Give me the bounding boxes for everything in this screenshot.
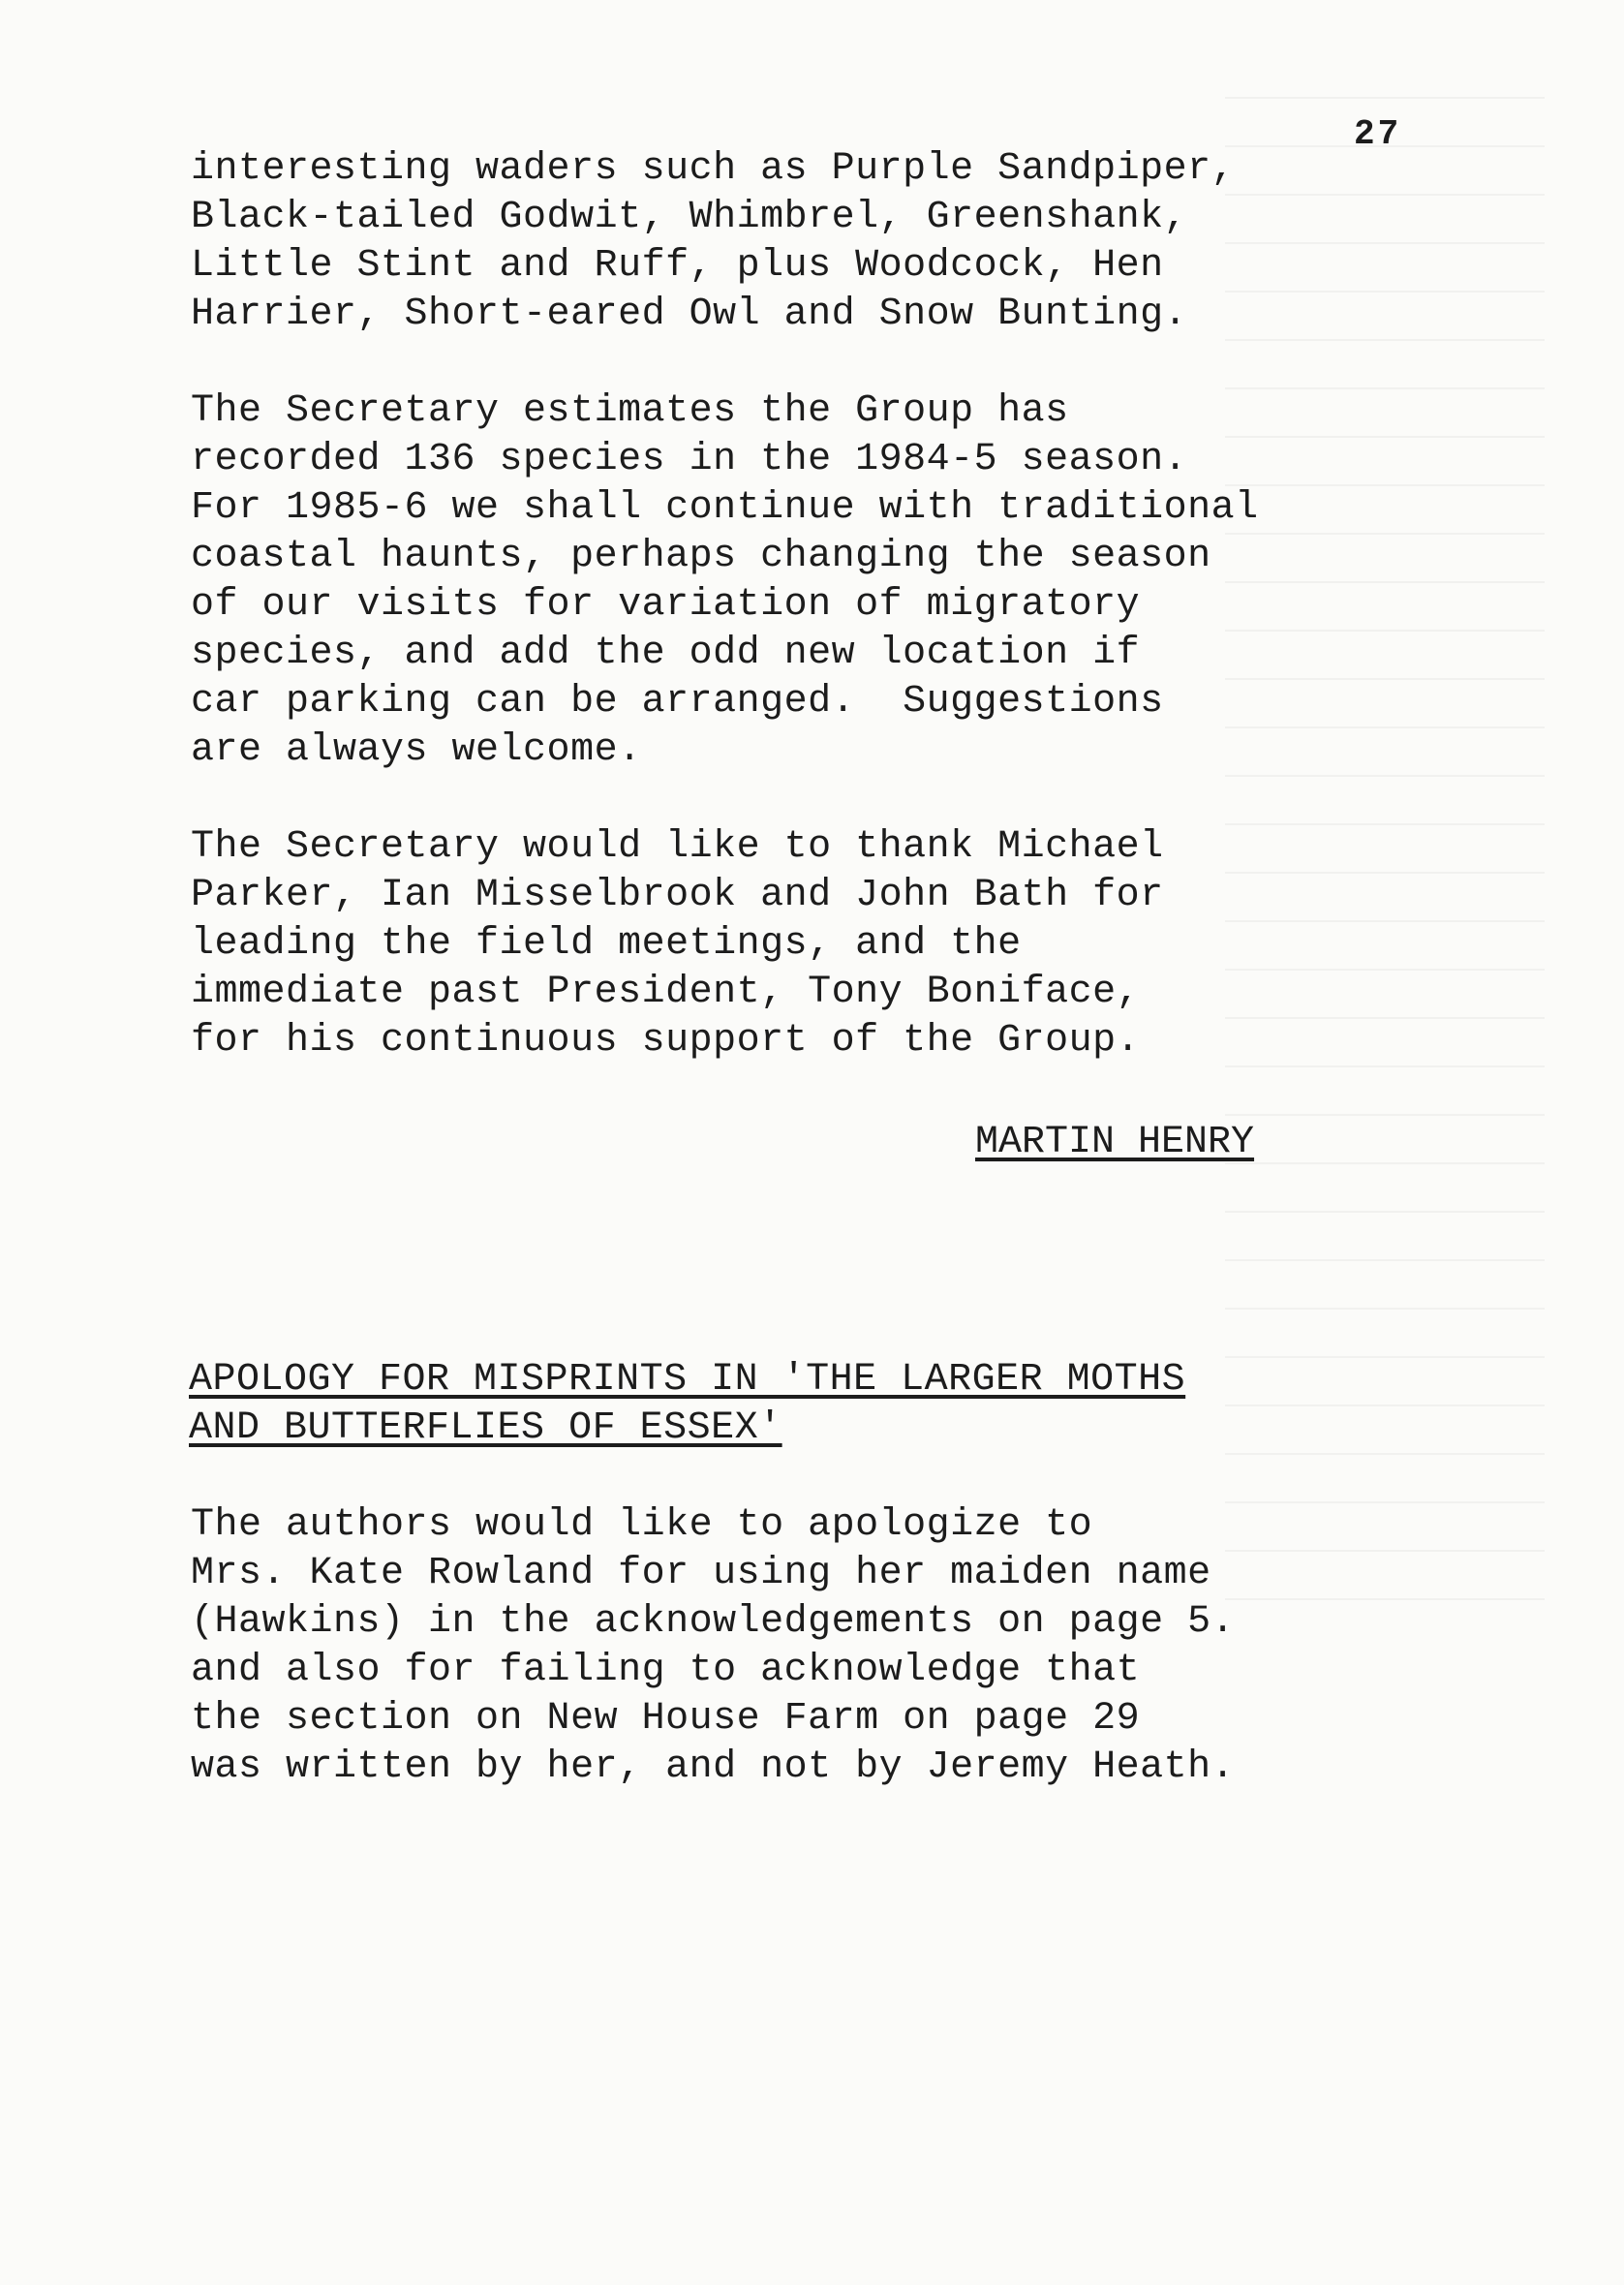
text-line: and also for failing to acknowledge that — [191, 1649, 1141, 1692]
heading-line: AND BUTTERFLIES OF ESSEX' — [189, 1406, 782, 1450]
heading-line: APOLOGY FOR MISPRINTS IN 'THE LARGER MOTHS — [189, 1358, 1186, 1402]
section-heading — [189, 1356, 1545, 1453]
text-line: Mrs. Kate Rowland for using her maiden name — [191, 1552, 1211, 1595]
text-line: The Secretary would like to thank Michael — [191, 825, 1164, 869]
text-line: the section on New House Farm on page 29 — [191, 1697, 1141, 1741]
text-line: Parker, Ian Misselbrook and John Bath for — [191, 874, 1164, 917]
text-line: species, and add the odd new location if — [191, 632, 1141, 675]
text-line: was written by her, and not by Jeremy Heath. — [191, 1745, 1236, 1789]
page-number: 27 — [1354, 114, 1402, 154]
signature: MARTIN HENRY — [975, 1121, 1255, 1164]
text-line: interesting waders such as Purple Sandpiper, — [191, 147, 1236, 191]
paragraph-thanks — [191, 823, 1547, 1065]
text-line: (Hawkins) in the acknowledgements on page 5. — [191, 1600, 1236, 1644]
text-line: Little Stint and Ruff, plus Woodcock, Hen — [191, 244, 1164, 288]
paragraph-waders — [191, 145, 1547, 339]
text-line: The authors would like to apologize to — [191, 1503, 1093, 1547]
text-line: Black-tailed Godwit, Whimbrel, Greenshank, — [191, 196, 1188, 239]
text-line: are always welcome. — [191, 728, 642, 772]
text-line: coastal haunts, perhaps changing the season — [191, 535, 1211, 578]
text-line: leading the field meetings, and the — [191, 922, 1022, 966]
text-line: of our visits for variation of migratory — [191, 583, 1141, 627]
text-line: for his continuous support of the Group. — [191, 1019, 1141, 1063]
text-line: recorded 136 species in the 1984-5 season. — [191, 438, 1188, 481]
paragraph-apology — [191, 1501, 1547, 1792]
text-line: For 1985-6 we shall continue with traditional — [191, 486, 1259, 530]
text-line: The Secretary estimates the Group has — [191, 389, 1069, 433]
text-line: immediate past President, Tony Boniface, — [191, 971, 1141, 1014]
text-line: Harrier, Short-eared Owl and Snow Bunting. — [191, 293, 1188, 336]
text-line: car parking can be arranged. Suggestions — [191, 680, 1164, 724]
paragraph-species-count — [191, 387, 1547, 775]
